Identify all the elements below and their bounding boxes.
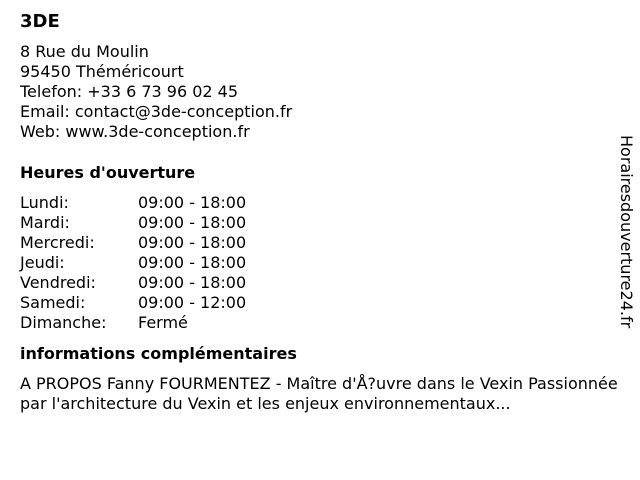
- additional-info-text: A PROPOS Fanny FOURMENTEZ - Maître d'Å?uvre dans le Vexin Passionnée par l'architecture du Vexin et les enjeux environnementaux...: [20, 374, 618, 413]
- hours-row-wednesday: [20, 233, 610, 253]
- day-label: Samedi:: [20, 293, 86, 312]
- email-line: Email: contact@3de-conception.fr: [20, 102, 293, 121]
- time-value: 09:00 - 18:00: [138, 253, 247, 272]
- business-name: 3DE: [20, 11, 60, 32]
- opening-hours-list: [20, 193, 610, 333]
- address-street: 8 Rue du Moulin: [20, 42, 149, 61]
- day-label: Mercredi:: [20, 233, 95, 252]
- business-card: [20, 10, 618, 414]
- hours-row-tuesday: [20, 213, 610, 233]
- day-label: Jeudi:: [20, 253, 65, 272]
- time-value: 09:00 - 18:00: [138, 213, 247, 232]
- time-value: Fermé: [138, 313, 188, 332]
- site-watermark: Horairesdouverture24.fr: [617, 135, 636, 329]
- phone-line: Telefon: +33 6 73 96 02 45: [20, 82, 239, 101]
- hours-row-sunday: [20, 313, 610, 333]
- address-city: 95450 Théméricourt: [20, 62, 184, 81]
- hours-row-saturday: [20, 293, 610, 313]
- web-line: Web: www.3de-conception.fr: [20, 122, 250, 141]
- hours-row-friday: [20, 273, 610, 293]
- day-label: Vendredi:: [20, 273, 96, 292]
- time-value: 09:00 - 18:00: [138, 193, 247, 212]
- day-label: Mardi:: [20, 213, 70, 232]
- hours-row-thursday: [20, 253, 610, 273]
- day-label: Dimanche:: [20, 313, 107, 332]
- time-value: 09:00 - 18:00: [138, 233, 247, 252]
- day-label: Lundi:: [20, 193, 69, 212]
- opening-hours-title: Heures d'ouverture: [20, 163, 196, 182]
- time-value: 09:00 - 18:00: [138, 273, 247, 292]
- additional-info-title: informations complémentaires: [20, 344, 297, 363]
- time-value: 09:00 - 12:00: [138, 293, 247, 312]
- hours-row-monday: [20, 193, 610, 213]
